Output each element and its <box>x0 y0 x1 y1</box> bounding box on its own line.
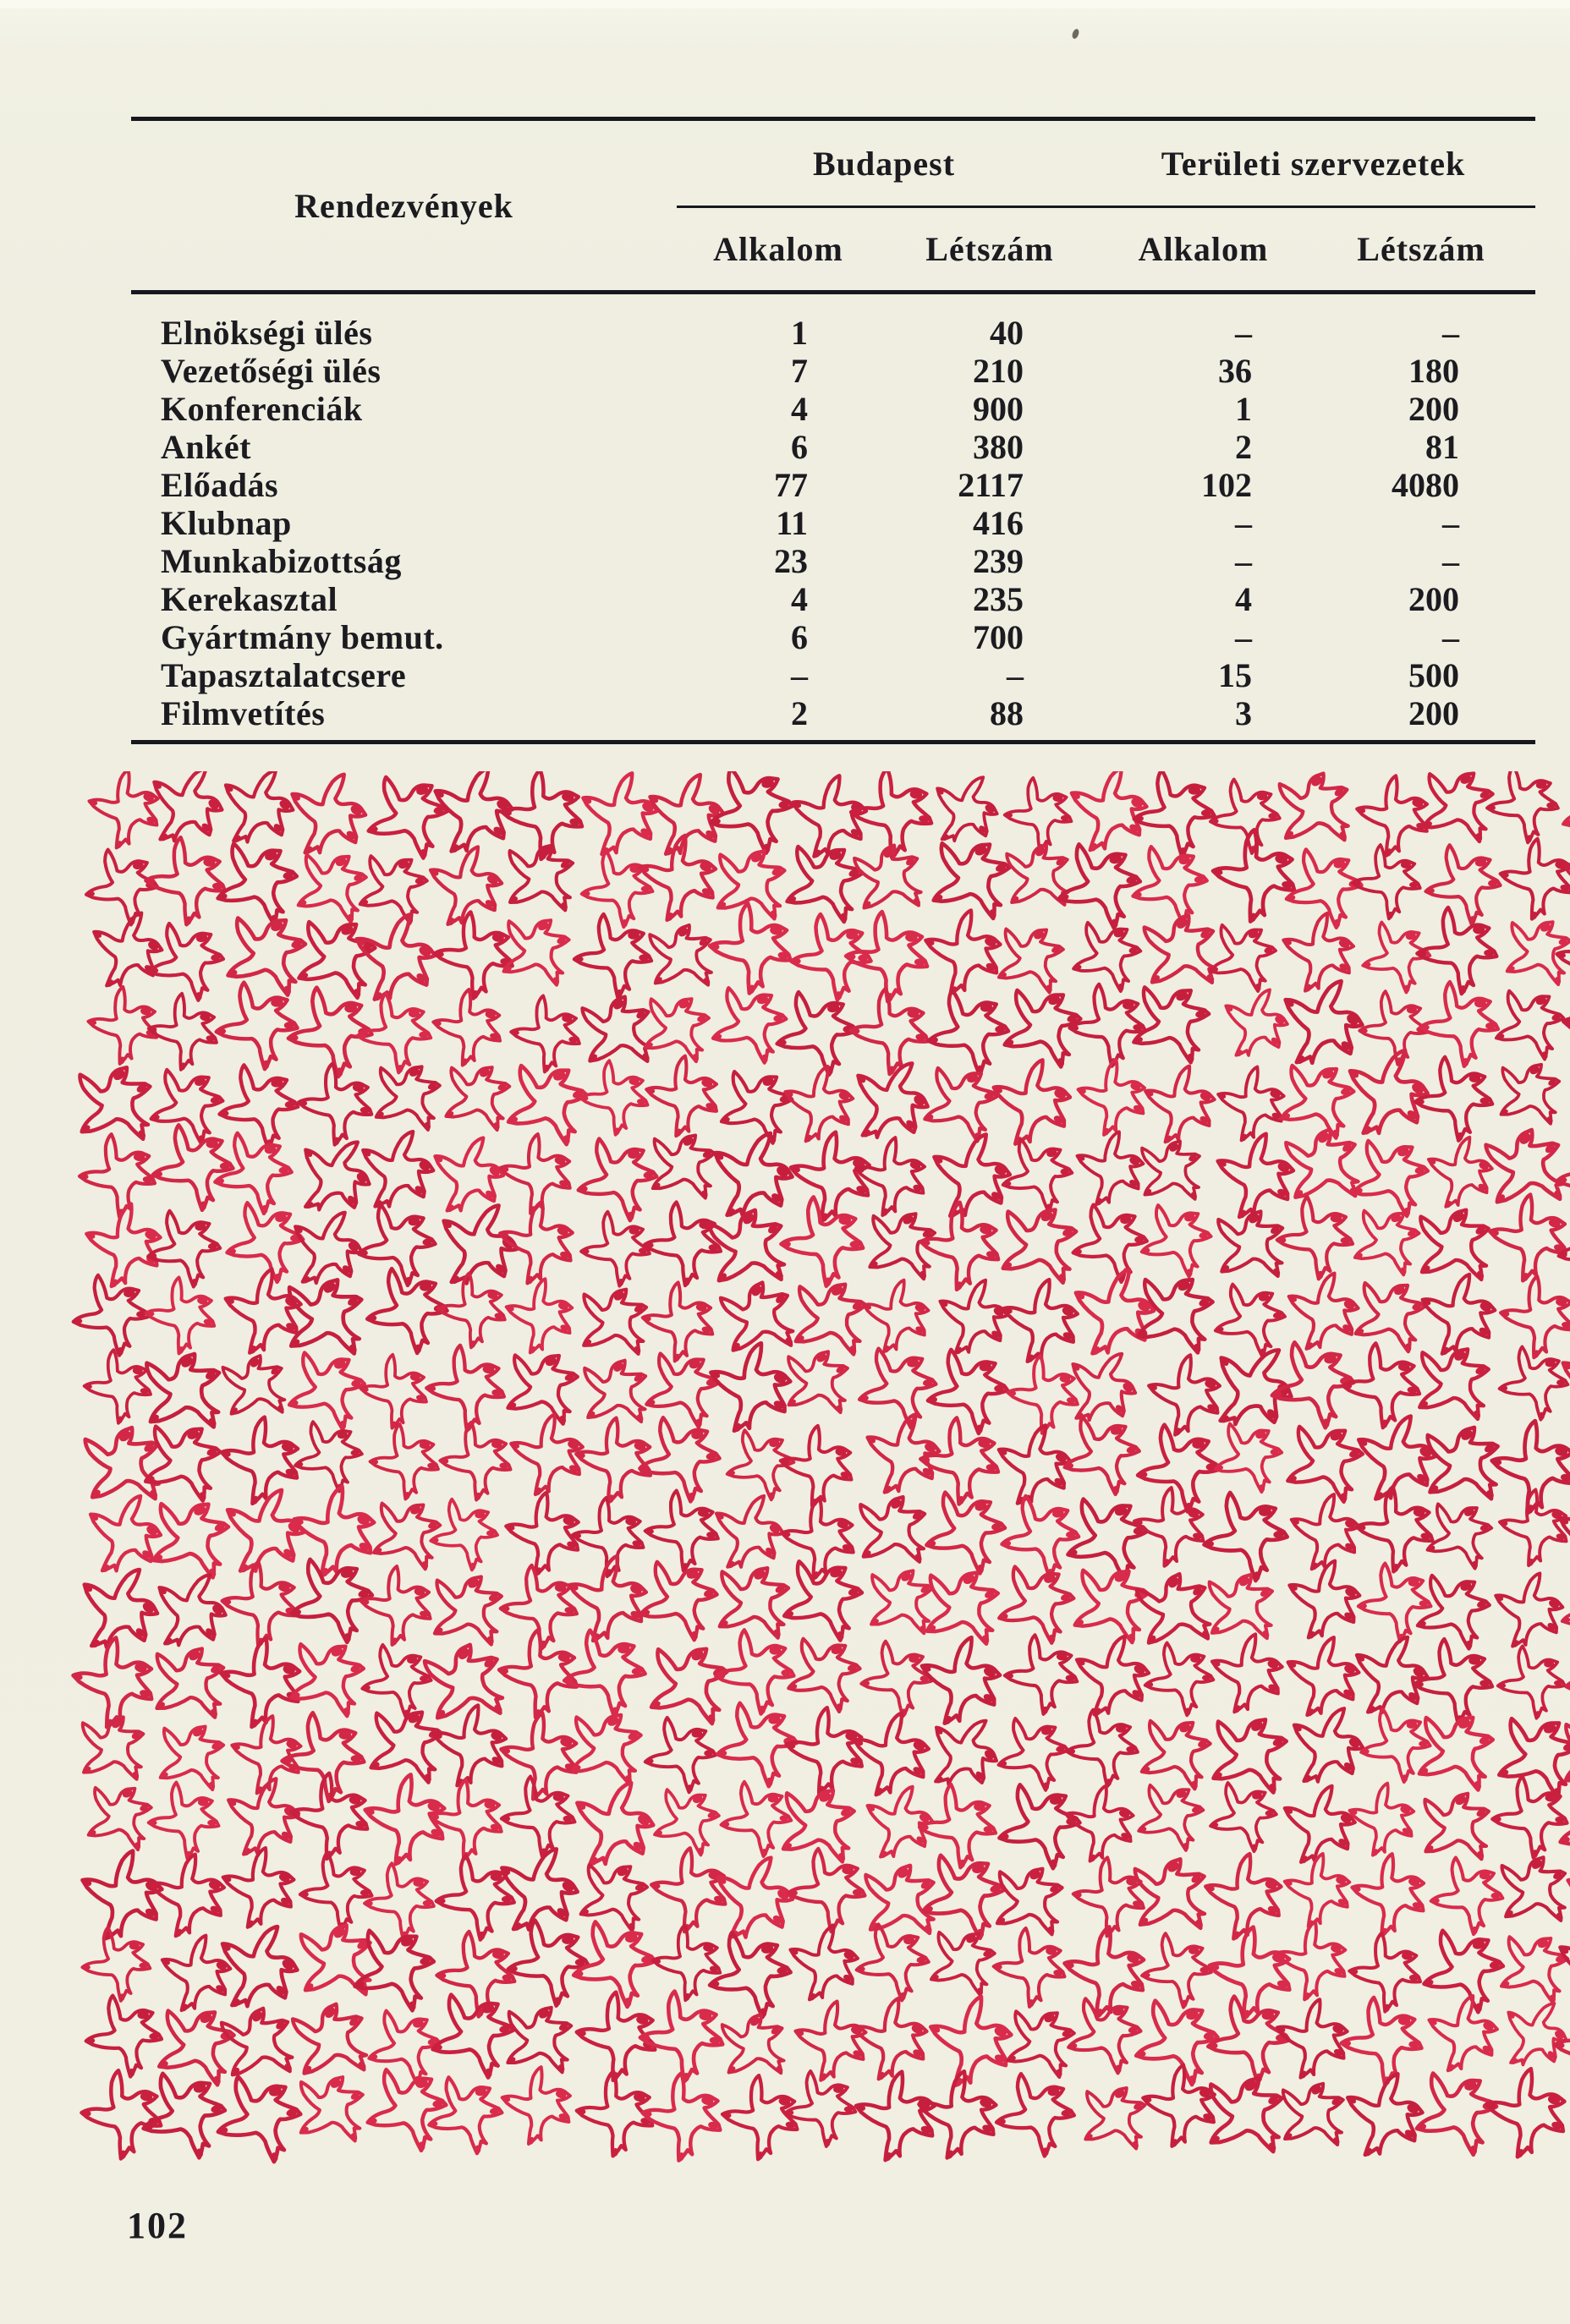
cell-ter-alkalom: 2 <box>1235 428 1252 466</box>
dove-stamp <box>975 1046 1086 1160</box>
dove-stamp <box>578 1059 651 1137</box>
dove-stamp <box>288 1413 369 1499</box>
dove-stamp <box>574 913 651 998</box>
dove-stamp <box>629 1626 744 1745</box>
dove-stamp <box>491 1705 589 1808</box>
dove-stamp <box>837 1700 945 1810</box>
dove-stamp <box>990 1925 1069 2010</box>
dove-stamp <box>635 2068 729 2168</box>
dove-stamp <box>424 1775 509 1866</box>
dove-stamp <box>569 1129 665 1230</box>
dove-stamp <box>1479 1838 1570 1945</box>
dove-stamp <box>991 2068 1079 2161</box>
dove-stamp <box>913 1982 1028 2101</box>
dove-stamp <box>353 1560 439 1652</box>
dove-stamp <box>564 1847 661 1947</box>
cell-ter-letszam: 81 <box>1425 428 1459 466</box>
dove-stamp <box>1556 1050 1570 1150</box>
dove-stamp <box>695 830 804 940</box>
table-row <box>131 617 1535 655</box>
dove-stamp <box>1273 1844 1362 1937</box>
table-row <box>131 313 1535 351</box>
dove-stamp <box>208 897 321 1014</box>
dove-stamp <box>915 1414 1005 1509</box>
dove-stamp <box>1491 1483 1570 1573</box>
dove-stamp <box>1351 1483 1440 1576</box>
dove-stamp <box>774 1913 872 2014</box>
row-label: Filmvetítés <box>161 694 326 732</box>
dove-stamp <box>426 1494 502 1575</box>
dove-stamp <box>1474 2059 1570 2168</box>
dove-stamp <box>1276 1196 1353 1280</box>
dove-stamp <box>1492 832 1570 926</box>
dove-stamp <box>1428 1855 1505 1938</box>
dove-stamp <box>507 992 585 1076</box>
dove-stamp <box>704 899 798 999</box>
cell-bp-alkalom: 77 <box>774 466 808 504</box>
cell-ter-alkalom: – <box>1235 504 1252 542</box>
dove-stamp <box>281 836 380 939</box>
dove-stamp <box>427 1048 524 1148</box>
dove-stamp <box>425 983 510 1072</box>
col-header-ter-alkalom: Alkalom <box>1138 230 1269 268</box>
cell-bp-letszam: – <box>1007 656 1024 694</box>
dove-stamp <box>1562 1631 1570 1728</box>
dove-stamp <box>777 1700 874 1802</box>
dove-stamp <box>299 1852 372 1931</box>
cell-ter-alkalom: 15 <box>1218 656 1252 694</box>
cell-ter-alkalom: – <box>1235 618 1252 656</box>
dove-stamp <box>355 1351 433 1433</box>
cell-bp-alkalom: 4 <box>791 580 808 618</box>
cell-bp-alkalom: 6 <box>791 428 808 466</box>
dove-stamp <box>1205 1412 1291 1503</box>
dove-stamp <box>488 1335 593 1443</box>
dove-stamp <box>284 1768 376 1865</box>
column-groups <box>677 121 1535 290</box>
cell-bp-letszam: 380 <box>973 428 1024 466</box>
cell-ter-alkalom: 102 <box>1201 466 1252 504</box>
dove-stamp <box>352 1764 458 1876</box>
cell-bp-alkalom: 6 <box>791 618 808 656</box>
dove-stamp <box>1496 1645 1566 1720</box>
dove-stamp <box>420 1981 524 2090</box>
table-row <box>131 655 1535 693</box>
dove-stamp <box>77 1132 157 1219</box>
dove-stamp <box>696 1547 808 1661</box>
dove-stamp <box>273 1625 379 1734</box>
dove-stamp <box>643 1841 736 1939</box>
dove-stamp <box>788 1849 865 1932</box>
cell-ter-alkalom: 3 <box>1235 694 1252 732</box>
dove-stamp <box>1547 828 1570 930</box>
dove-stamp <box>477 1830 597 1952</box>
cell-ter-letszam: 200 <box>1408 580 1459 618</box>
row-label: Vezetőségi ülés <box>161 352 382 390</box>
cell-bp-alkalom: 4 <box>791 390 808 428</box>
dove-stamp <box>1197 911 1287 1004</box>
dove-stamp <box>1199 1919 1303 2028</box>
row-label: Ankét <box>161 428 251 466</box>
dove-stamp <box>214 1059 303 1154</box>
dove-stamp <box>846 985 932 1077</box>
cell-ter-letszam: 200 <box>1408 694 1459 732</box>
dove-stamp <box>1271 1624 1375 1730</box>
dove-stamp <box>1126 1771 1215 1863</box>
dove-stamp <box>851 1918 934 2006</box>
dove-stamp <box>1265 1771 1371 1879</box>
dove-stamp <box>210 1408 311 1514</box>
cell-bp-letszam: 88 <box>990 694 1024 732</box>
dove-stamp <box>420 2069 508 2162</box>
dove-stamp <box>648 1921 727 2005</box>
dove-stamp <box>1268 902 1368 1004</box>
cell-bp-letszam: 239 <box>973 542 1024 580</box>
dove-stamp <box>1557 973 1570 1077</box>
cell-bp-letszam: 900 <box>973 390 1024 428</box>
dove-stamp <box>148 1782 219 1859</box>
dove-stamp <box>54 1045 173 1165</box>
dove-stamp <box>494 1269 585 1363</box>
dove-stamp <box>84 1992 164 2079</box>
dove-stamp <box>60 1698 162 1801</box>
dove-stamp <box>1197 1623 1296 1725</box>
scan-edge-strip <box>0 0 1570 8</box>
cell-bp-letszam: 40 <box>990 314 1024 352</box>
dove-stamp <box>768 983 864 1083</box>
dove-stamp <box>1139 1930 1214 2010</box>
dove-stamp <box>1117 1257 1231 1373</box>
dove-stamp <box>859 1638 934 1718</box>
dove-stamp <box>1065 2069 1162 2168</box>
dove-stamp <box>1066 1708 1139 1787</box>
dove-stamp <box>72 1192 175 1299</box>
col-header-ter-letszam: Létszám <box>1357 230 1485 268</box>
dove-stamp <box>568 1494 650 1581</box>
dove-stamp <box>1417 907 1496 994</box>
dove-stamp <box>989 1773 1088 1878</box>
dove-stamp <box>357 993 431 1072</box>
dove-stamp <box>1345 1930 1425 2015</box>
dove-stamp <box>1493 1271 1570 1364</box>
dove-stamp <box>365 1863 435 1939</box>
cell-bp-letszam: 210 <box>973 352 1024 390</box>
cell-ter-letszam: 180 <box>1408 352 1459 390</box>
dove-stamp <box>700 771 802 864</box>
cell-ter-letszam: 200 <box>1408 390 1459 428</box>
cell-bp-alkalom: 23 <box>774 542 808 580</box>
cell-bp-letszam: 416 <box>973 504 1024 542</box>
dove-stamp <box>1396 1189 1510 1305</box>
dove-stamp <box>1414 1639 1493 1724</box>
dove-stamp <box>627 979 723 1078</box>
dove-stamp <box>204 1339 304 1439</box>
dove-stamp <box>909 1841 1015 1952</box>
dove-stamp <box>1357 1562 1431 1643</box>
row-label: Munkabizottság <box>161 542 402 580</box>
dove-stamp <box>1413 1983 1512 2086</box>
cell-bp-alkalom: 7 <box>791 352 808 390</box>
dove-stamp <box>76 2066 167 2162</box>
cell-bp-alkalom: 11 <box>776 504 808 542</box>
cell-bp-alkalom: – <box>791 656 808 694</box>
dove-stamp <box>1421 840 1505 929</box>
dove-stamp <box>1062 911 1150 1003</box>
dove-stamp <box>434 1269 511 1351</box>
dove-stamp <box>1002 776 1073 853</box>
table-row <box>131 465 1535 503</box>
row-label: Konferenciák <box>161 390 363 428</box>
dove-stamp <box>1359 991 1428 1066</box>
dove-stamp <box>1140 1638 1216 1719</box>
dove-stamp <box>1206 974 1303 1072</box>
table-row <box>131 693 1535 732</box>
dove-stamp <box>849 1552 950 1655</box>
dove-stamp <box>1187 1555 1293 1663</box>
dove-stamp <box>1136 1346 1232 1446</box>
dove-stamp <box>694 1839 811 1958</box>
dove-stamp <box>643 1488 722 1573</box>
dove-stamp <box>910 899 1015 1007</box>
group-label-budapest: Budapest <box>812 144 956 183</box>
cell-bp-alkalom: 1 <box>791 314 808 352</box>
dove-stamp <box>782 1992 879 2091</box>
dove-stamp <box>579 848 655 929</box>
dove-stamp <box>145 1923 244 2025</box>
row-label: Tapasztalatcsere <box>161 656 407 694</box>
dove-stamp <box>849 1338 944 1438</box>
page-number: 102 <box>127 2205 188 2246</box>
dove-stamp <box>1404 1561 1500 1661</box>
dove-stamp <box>201 771 310 862</box>
dove-stamp <box>770 1546 875 1655</box>
row-label: Előadás <box>161 466 279 504</box>
dove-stamp <box>1068 1051 1157 1144</box>
dove-stamp <box>980 1187 1095 1305</box>
table-row <box>131 351 1535 389</box>
cell-bp-letszam: 700 <box>973 618 1024 656</box>
row-header-label: Rendezvények <box>294 186 513 225</box>
cell-ter-alkalom: – <box>1235 314 1252 352</box>
dove-stamp <box>430 908 519 1003</box>
cell-bp-letszam: 2117 <box>958 466 1024 504</box>
group-label-teruleti: Területi szervezetek <box>1161 144 1466 183</box>
dove-stamp <box>996 1490 1084 1583</box>
dove-stamp <box>1205 1057 1296 1151</box>
dove-stamp <box>414 1121 520 1230</box>
dove-stamp <box>133 1482 245 1598</box>
dove-stamp <box>1480 1187 1570 1289</box>
dove-stamp <box>294 1060 377 1149</box>
dove-stamp <box>1052 1917 1158 2027</box>
dove-stamp <box>487 1192 585 1294</box>
dove-stamp <box>628 1548 727 1653</box>
dove-stamp <box>1116 968 1223 1079</box>
events-statistics-table <box>131 117 1535 744</box>
cell-ter-letszam: 500 <box>1408 656 1459 694</box>
dove-stamp <box>559 1625 650 1721</box>
cell-bp-letszam: 235 <box>973 580 1024 618</box>
dove-stamp <box>132 1628 244 1741</box>
dove-stamp <box>148 1120 238 1215</box>
dove-stamp <box>1054 1406 1148 1505</box>
dove-stamp <box>127 1407 235 1519</box>
cell-ter-alkalom: 1 <box>1235 390 1252 428</box>
dove-stamp <box>216 1557 305 1651</box>
dove-stamp <box>1126 1481 1214 1574</box>
dove-stamp <box>635 1277 721 1368</box>
dove-stamp <box>1131 771 1217 859</box>
dove-stamp <box>1551 1998 1570 2092</box>
dove-stamp <box>918 1783 997 1869</box>
scan-speck <box>1071 28 1080 40</box>
dove-stamp <box>921 983 1014 1081</box>
dove-stamp <box>71 1770 165 1866</box>
dove-stamp <box>356 2058 455 2162</box>
table-row <box>131 503 1535 541</box>
dove-stamp <box>552 1764 672 1885</box>
row-label: Klubnap <box>161 504 292 542</box>
dove-stamp <box>1340 1997 1423 2086</box>
dove-stamp <box>486 1987 590 2094</box>
dove-stamp <box>82 1927 151 2001</box>
row-label: Elnökségi ülés <box>161 314 373 352</box>
dove-stamp <box>581 1212 650 1286</box>
dove-stamp <box>136 1843 239 1949</box>
row-label: Gyártmány bemut. <box>161 618 444 656</box>
dove-stamp <box>1198 1486 1292 1587</box>
dove-stamp <box>1342 1845 1436 1944</box>
dove-stamp <box>638 1990 725 2084</box>
dove-stamp <box>140 1273 221 1358</box>
dove-stamp <box>790 913 873 1001</box>
dove-stamp <box>1271 1691 1381 1801</box>
dove-stamp <box>501 1776 575 1856</box>
dove-stamp <box>569 1987 665 2087</box>
dove-stamp <box>1192 1844 1295 1951</box>
dove-stamp <box>1485 1985 1570 2084</box>
dove-stamp <box>849 1269 941 1364</box>
dove-stamp <box>140 1707 239 1809</box>
dove-stamp <box>920 1342 1013 1441</box>
dove-stamp <box>81 1347 155 1426</box>
dove-stamp <box>1053 1776 1145 1872</box>
dove-stamp <box>1340 1126 1439 1229</box>
dove-stamp <box>1486 771 1559 844</box>
dove-stamp <box>989 1708 1076 1800</box>
dove-stamp <box>1065 1196 1154 1290</box>
table-row <box>131 579 1535 617</box>
cell-ter-letszam: – <box>1442 618 1459 656</box>
dove-stamp <box>1203 1991 1293 2087</box>
dove-stamp <box>491 1048 601 1161</box>
cell-ter-alkalom: 4 <box>1235 580 1252 618</box>
dove-stamp <box>269 771 384 873</box>
dove-stamp <box>1062 1120 1157 1218</box>
table-row <box>131 427 1535 465</box>
dove-stamp <box>206 2064 310 2173</box>
dove-stamp <box>1401 1773 1508 1883</box>
row-label: Kerekasztal <box>161 580 338 618</box>
dove-stamp <box>367 1422 442 1501</box>
dove-stamp <box>640 1712 721 1797</box>
dove-stamp <box>719 1422 800 1507</box>
dove-stamp <box>1550 771 1570 858</box>
cell-ter-letszam: – <box>1442 504 1459 542</box>
dove-stamp <box>142 1204 225 1293</box>
table-row <box>131 541 1535 579</box>
cell-ter-alkalom: 36 <box>1218 352 1252 390</box>
table-header <box>131 121 1535 294</box>
dove-stamp <box>1415 1057 1492 1141</box>
dove-stamp <box>356 1638 436 1723</box>
dove-stamp <box>643 1201 723 1288</box>
dove-stamp <box>563 1342 667 1446</box>
col-header-bp-alkalom: Alkalom <box>713 230 843 268</box>
dove-stamp <box>913 1197 1007 1296</box>
dove-stamp <box>80 843 162 930</box>
cell-ter-letszam: 4080 <box>1392 466 1459 504</box>
dove-stamp <box>912 1117 1028 1235</box>
dove-stamp <box>437 1420 515 1503</box>
dove-stamp <box>68 1478 178 1590</box>
dove-stamp <box>1558 2064 1570 2157</box>
cell-ter-alkalom: – <box>1235 542 1252 580</box>
dove-stamp <box>837 1477 946 1587</box>
cell-ter-letszam: – <box>1442 314 1459 352</box>
dove-stamp <box>714 1628 795 1715</box>
dove-stamp-pattern <box>0 771 1570 2175</box>
col-header-bp-letszam: Létszám <box>925 230 1054 268</box>
dove-stamp <box>141 914 231 1009</box>
dove-stamp <box>1261 2065 1363 2168</box>
dove-stamp <box>1069 984 1145 1066</box>
dove-stamp <box>1003 1634 1079 1716</box>
dove-stamp <box>1124 1702 1225 1806</box>
table-body <box>131 294 1535 740</box>
table-row <box>131 389 1535 427</box>
dove-stamp <box>491 2058 582 2153</box>
dove-stamp <box>773 1491 864 1587</box>
dove-stamp <box>921 1266 1023 1370</box>
cell-bp-alkalom: 2 <box>791 694 808 732</box>
dove-stamp <box>1481 1046 1570 1143</box>
dove-stamp <box>637 1049 728 1145</box>
dove-stamp <box>1347 771 1439 864</box>
dove-stamp <box>424 1343 508 1433</box>
dove-stamp <box>1419 981 1498 1066</box>
dove-stamp <box>1048 832 1150 939</box>
dove-stamp <box>208 1628 314 1738</box>
cell-ter-letszam: – <box>1442 542 1459 580</box>
